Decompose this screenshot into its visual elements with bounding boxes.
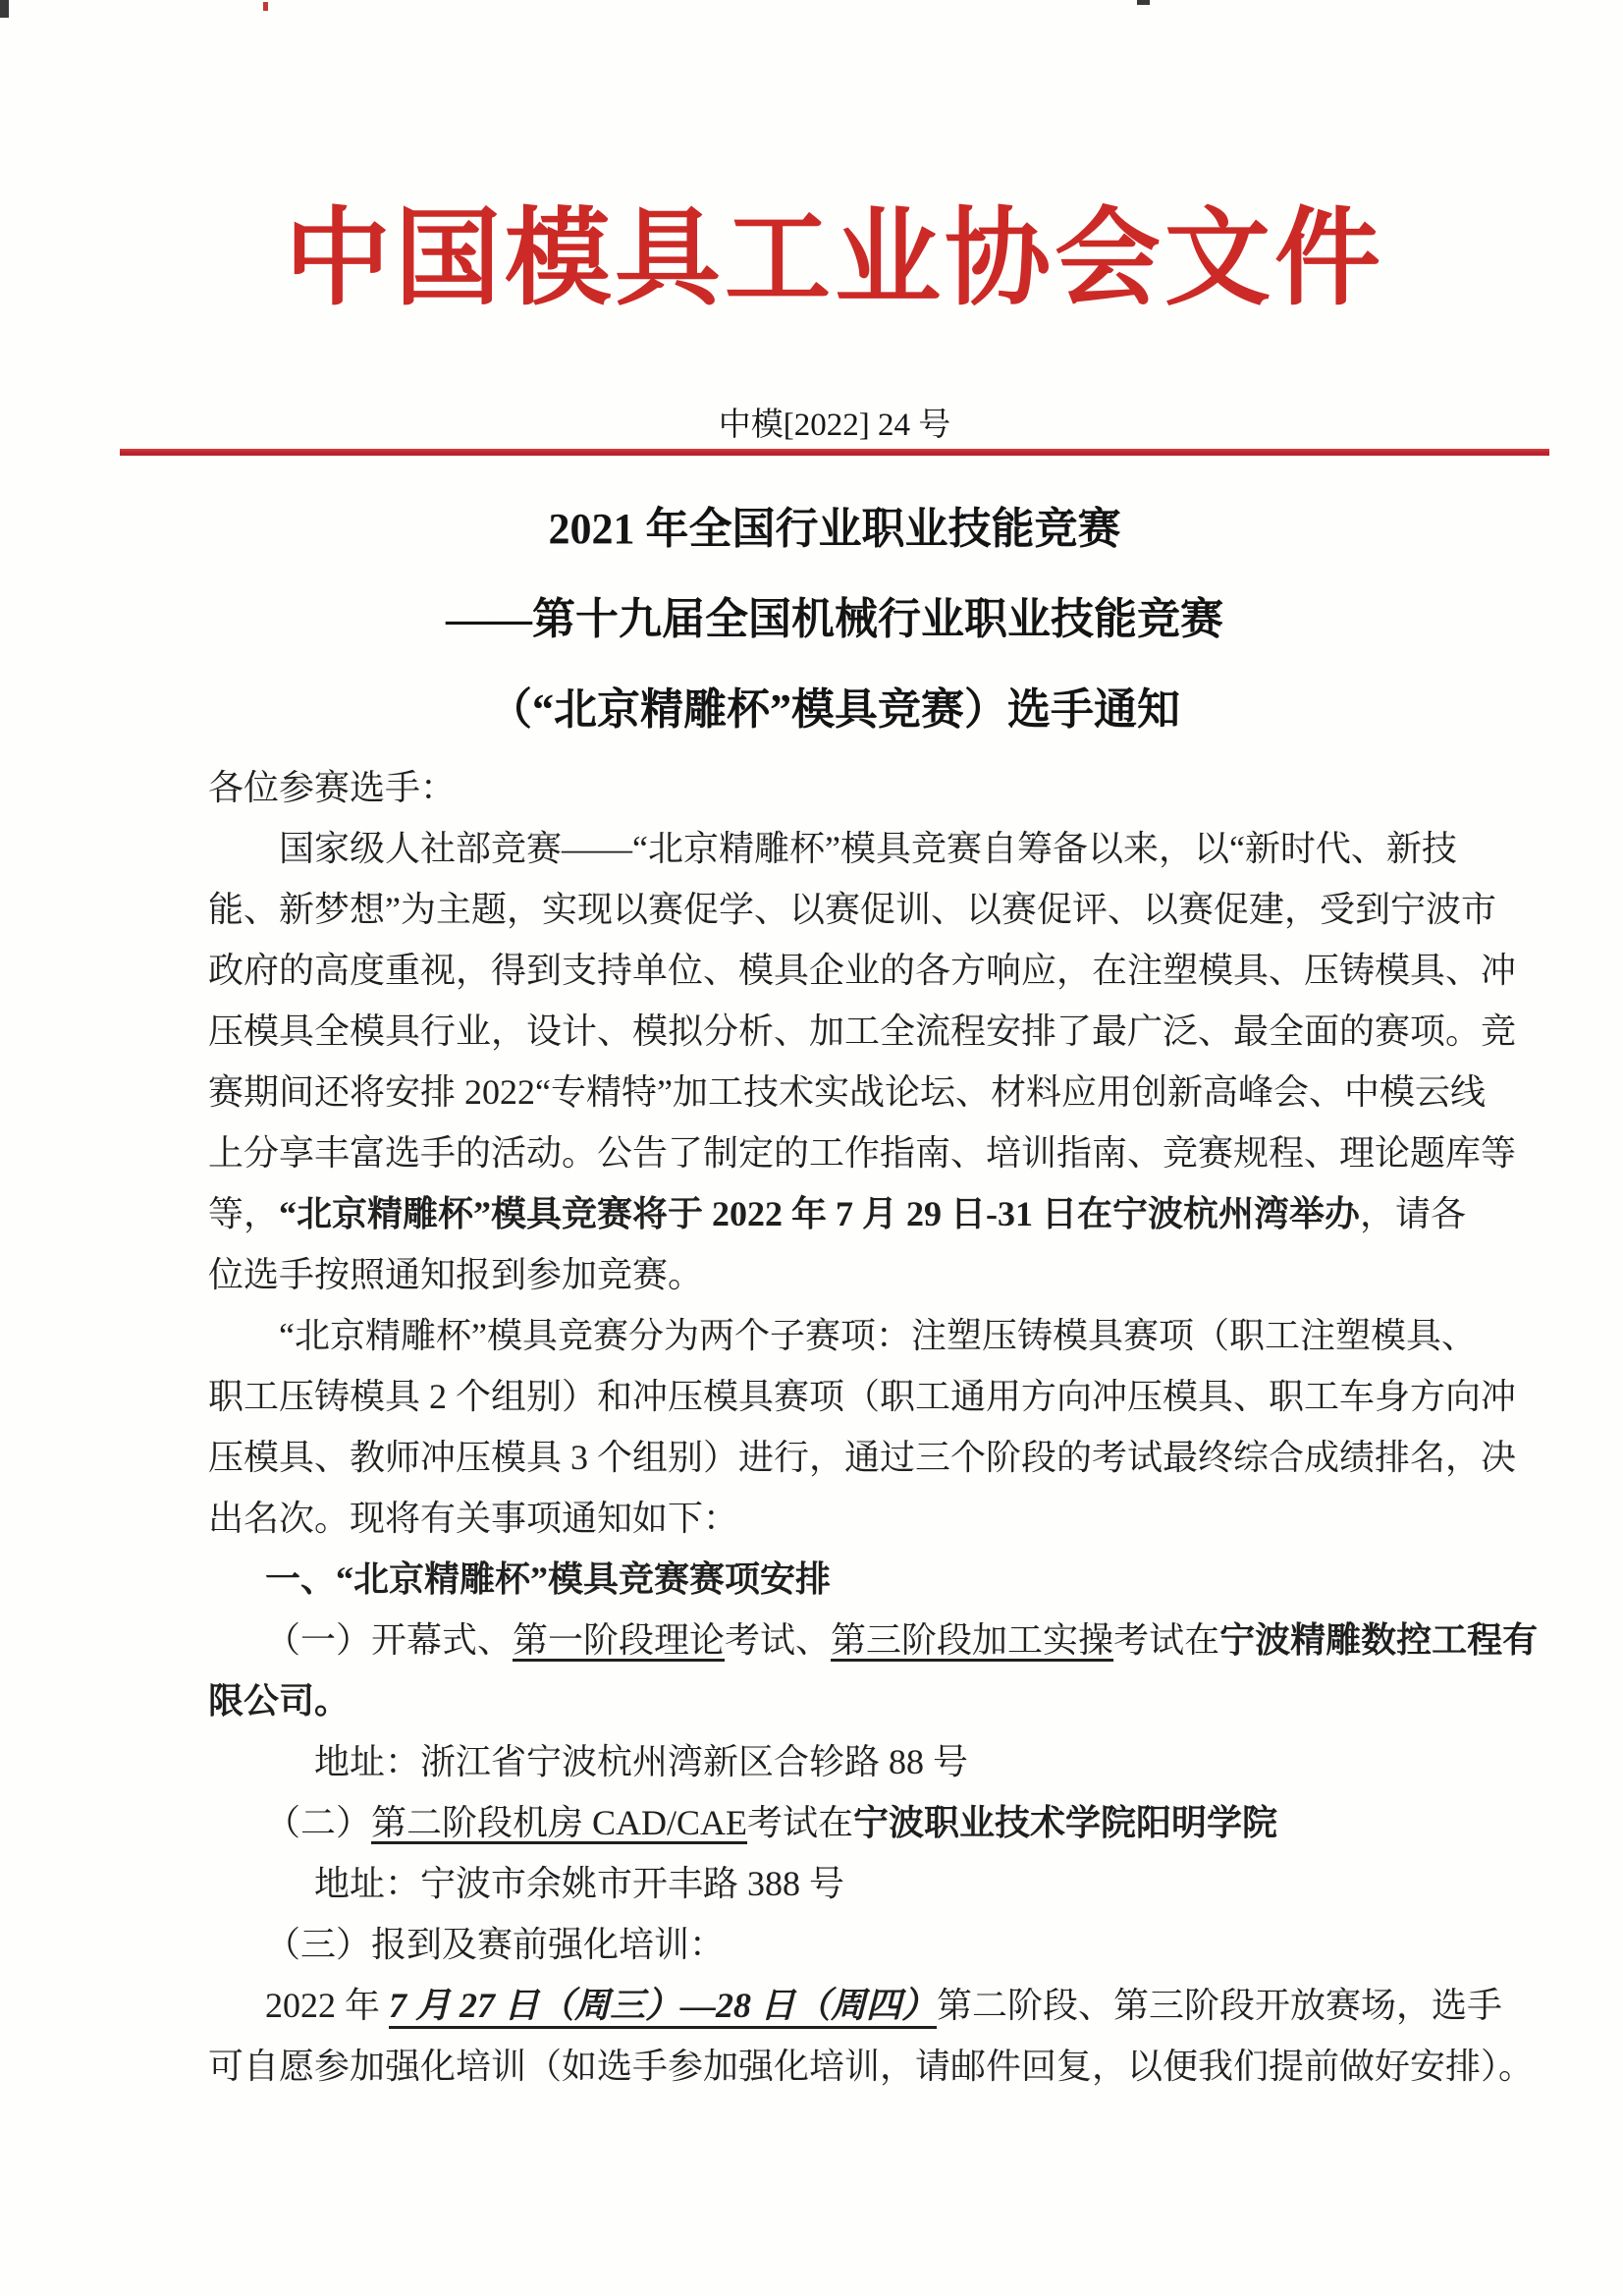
item-1-line-2: 限公司。 — [208, 1681, 351, 1721]
address-1: 地址：浙江省宁波杭州湾新区合轸路 88 号 — [314, 1742, 969, 1781]
paragraph-2-line-1: “北京精雕杯”模具竞赛分为两个子赛项：注塑压铸模具赛项（职工注塑模具、 — [279, 1316, 1477, 1355]
text-run: ，请各 — [1360, 1194, 1467, 1233]
bold-venue-run: 宁波精雕数控工程有 — [1219, 1620, 1539, 1660]
underlined-stage3-run: 第三阶段加工实操 — [831, 1620, 1114, 1660]
document-title-line-1: 2021 年全国行业职业技能竞赛 — [548, 505, 1121, 553]
text-run: 考试在 — [1113, 1620, 1220, 1660]
paragraph-2-line-4: 出名次。现将有关事项通知如下： — [208, 1499, 739, 1538]
document-body — [208, 757, 1563, 2097]
paragraph-1-line-8: 位选手按照通知报到参加竞赛。 — [208, 1255, 704, 1294]
text-run: 第二阶段、第三阶段开放赛场，选手 — [937, 1986, 1503, 2025]
paragraph-2-line-2: 职工压铸模具 2 个组别）和冲压模具赛项（职工通用方向冲压模具、职工车身方向冲 — [208, 1377, 1517, 1416]
document-number: 中模[2022] 24 号 — [718, 408, 951, 443]
letterhead-divider-rule — [120, 449, 1549, 456]
scan-artifact — [263, 2, 268, 11]
paragraph-1-line-2: 能、新梦想”为主题，实现以赛促学、以赛促训、以赛促评、以赛促建，受到宁波市 — [208, 890, 1496, 929]
paragraph-3-line-2: 可自愿参加强化培训（如选手参加强化培训，请邮件回复，以便我们提前做好安排）。 — [208, 2047, 1535, 2086]
paragraph-1-line-4: 压模具全模具行业，设计、模拟分析、加工全流程安排了最广泛、最全面的赛项。竞 — [208, 1011, 1517, 1051]
bold-venue-run: 宁波职业技术学院阳明学院 — [853, 1803, 1278, 1842]
paragraph-1-line-3: 政府的高度重视，得到支持单位、模具企业的各方响应，在注塑模具、压铸模具、冲 — [208, 951, 1517, 990]
scan-artifact — [1137, 0, 1150, 5]
bold-italic-training-dates-run: 7 月 27 日（周三）—28 日（周四） — [389, 1986, 938, 2025]
section-1-heading: 一、“北京精雕杯”模具竞赛赛项安排 — [265, 1559, 832, 1599]
text-run: 考试、 — [725, 1620, 832, 1660]
text-run: 2022 年 — [265, 1986, 390, 2025]
document-title-line-3: （“北京精雕杯”模具竞赛）选手通知 — [489, 685, 1180, 734]
text-run: （一）开幕式、 — [265, 1620, 514, 1660]
item-2-line — [208, 1792, 1563, 1853]
underlined-stage2-run: 第二阶段机房 CAD/CAE — [371, 1803, 748, 1842]
document-title-line-2: ——第十九届全国机械行业职业技能竞赛 — [446, 595, 1223, 643]
text-run: （二） — [265, 1803, 372, 1842]
letterhead-title: 中国模具工业协会文件 — [284, 201, 1384, 318]
salutation: 各位参赛选手： — [208, 768, 457, 807]
text-run: 等， — [208, 1194, 280, 1233]
paragraph-1-line-7 — [208, 1183, 1563, 1244]
item-1-line-1 — [208, 1610, 1563, 1670]
paragraph-1-line-6: 上分享丰富选手的活动。公告了制定的工作指南、培训指南、竞赛规程、理论题库等 — [208, 1133, 1517, 1173]
scan-artifact — [0, 0, 9, 18]
address-2: 地址：宁波市余姚市开丰路 388 号 — [314, 1864, 845, 1903]
paragraph-1-line-5: 赛期间还将安排 2022“专精特”加工技术实战论坛、材料应用创新高峰会、中模云线 — [208, 1072, 1486, 1112]
underlined-stage1-run: 第一阶段理论 — [513, 1620, 726, 1660]
item-3-line: （三）报到及赛前强化培训： — [265, 1925, 726, 1964]
paragraph-3-line-1 — [208, 1975, 1563, 2036]
bold-event-date-run: “北京精雕杯”模具竞赛将于 2022 年 7 月 29 日-31 日在宁波杭州湾举办 — [279, 1194, 1361, 1233]
text-run: 考试在 — [747, 1803, 854, 1842]
paragraph-1-line-1: 国家级人社部竞赛——“北京精雕杯”模具竞赛自筹备以来，以“新时代、新技 — [279, 829, 1457, 868]
paragraph-2-line-3: 压模具、教师冲压模具 3 个组别）进行，通过三个阶段的考试最终综合成绩排名，决 — [208, 1438, 1517, 1477]
